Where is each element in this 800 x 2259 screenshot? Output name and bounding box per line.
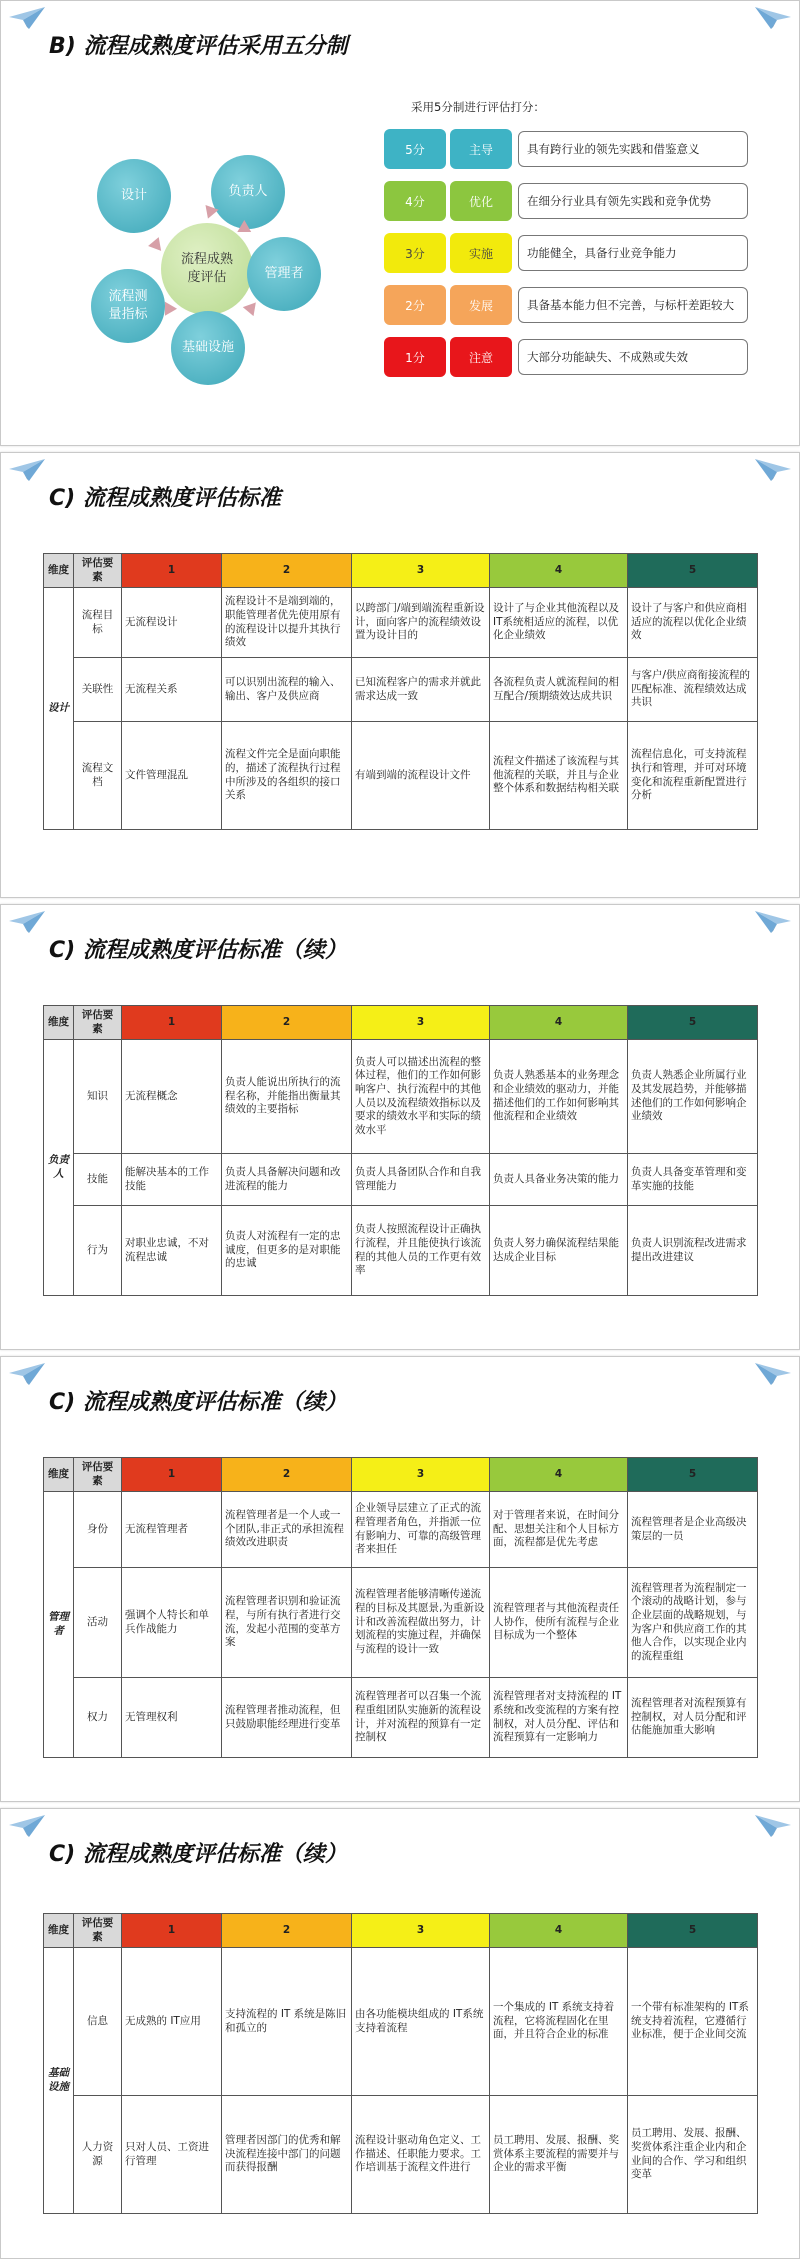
- header-dimension: 维度: [44, 554, 74, 588]
- level-cell: 文件管理混乱: [122, 722, 222, 830]
- header-level-2: 2: [222, 1914, 352, 1948]
- level-cell: 负责人具备解决问题和改进流程的能力: [222, 1154, 352, 1206]
- header-level-5: 5: [628, 1914, 758, 1948]
- score-description: 具备基本能力但不完善，与标杆差距较大: [518, 287, 748, 323]
- table-row: [44, 1492, 758, 1568]
- level-cell: 负责人努力确保流程结果能达成企业目标: [490, 1206, 628, 1296]
- level-cell: 对于管理者来说，在时间分配、思想关注和个人目标方面，流程都是优先考虑: [490, 1492, 628, 1568]
- table-row: [44, 1154, 758, 1206]
- paper-plane-icon: [755, 7, 791, 29]
- table-row: [44, 1948, 758, 2096]
- level-cell: 只对人员、工资进行管理: [122, 2096, 222, 2214]
- level-cell: 负责人对流程有一定的忠诚度，但更多的是对职能的忠诚: [222, 1206, 352, 1296]
- paper-plane-icon: [755, 1815, 791, 1837]
- level-cell: 负责人具备团队合作和自我管理能力: [352, 1154, 490, 1206]
- level-cell: 强调个人特长和单兵作战能力: [122, 1568, 222, 1678]
- element-cell: 人力资源: [74, 2096, 122, 2214]
- score-description: 具有跨行业的领先实践和借鉴意义: [518, 131, 748, 167]
- header-level-4: 4: [490, 554, 628, 588]
- slide-title: C) 流程成熟度评估标准（续）: [49, 1390, 347, 1415]
- level-cell: 流程管理者是一个人或一个团队,非正式的承担流程绩效改进职责: [222, 1492, 352, 1568]
- level-cell: 流程设计驱动角色定义、工作描述、任职能力要求。工作培训基于流程文件进行: [352, 2096, 490, 2214]
- table-header-row: [44, 554, 758, 588]
- level-cell: 流程设计不是端到端的，职能管理者优先使用原有的流程设计以提升其执行绩效: [222, 588, 352, 658]
- level-cell: 流程管理者是企业高级决策层的一员: [628, 1492, 758, 1568]
- score-description: 大部分功能缺失、不成熟或失效: [518, 339, 748, 375]
- slide-design-criteria: [0, 452, 800, 898]
- header-level-2: 2: [222, 554, 352, 588]
- header-level-4: 4: [490, 1006, 628, 1040]
- level-cell: 流程管理者为流程制定一个滚动的战略计划，参与企业层面的战略规划，与为客户和供应商工作的其他人合作，以实现企业内的流程重组: [628, 1568, 758, 1678]
- dimension-cell: 管理者: [44, 1492, 74, 1758]
- level-cell: 负责人熟悉基本的业务理念和企业绩效的驱动力，并能描述他们的工作如何影响其他流程和企业绩效: [490, 1040, 628, 1154]
- node-design: 设计: [97, 159, 171, 233]
- table-row: [44, 588, 758, 658]
- level-cell: 以跨部门/端到端流程重新设计，面向客户的流程绩效设置为设计目的: [352, 588, 490, 658]
- level-cell: 无流程管理者: [122, 1492, 222, 1568]
- node-owner: 负责人: [211, 155, 285, 229]
- table-header-row: [44, 1006, 758, 1040]
- score-box: 1分: [384, 337, 446, 377]
- level-cell: 无流程概念: [122, 1040, 222, 1154]
- level-cell: 企业领导层建立了正式的流程管理者角色，并指派一位有影响力、可靠的高级管理者来担任: [352, 1492, 490, 1568]
- criteria-table: [43, 1005, 758, 1296]
- level-cell: 设计了与企业其他流程以及IT系统相适应的流程，以优化企业绩效: [490, 588, 628, 658]
- level-cell: 员工聘用、发展、报酬、奖赏体系注重企业内和企业间的合作、学习和组织变革: [628, 2096, 758, 2214]
- level-cell: 流程信息化，可支持流程执行和管理，并可对环境变化和流程重新配置进行分析: [628, 722, 758, 830]
- center-node: 流程成熟度评估: [161, 223, 253, 315]
- level-cell: 能解决基本的工作技能: [122, 1154, 222, 1206]
- level-cell: 流程管理者能够清晰传递流程的目标及其愿景,为重新设计和改善流程做出努力，计划流程的实施过程，并确保与流程的设计一致: [352, 1568, 490, 1678]
- header-level-5: 5: [628, 554, 758, 588]
- header-level-2: 2: [222, 1458, 352, 1492]
- node-metrics: 流程测量指标: [91, 269, 165, 343]
- header-dimension: 维度: [44, 1914, 74, 1948]
- header-level-3: 3: [352, 1006, 490, 1040]
- table-row: [44, 2096, 758, 2214]
- table-row: [44, 1040, 758, 1154]
- criteria-table: [43, 1457, 758, 1758]
- level-box: 发展: [450, 285, 512, 325]
- paper-plane-icon: [9, 1363, 45, 1385]
- header-level-1: 1: [122, 554, 222, 588]
- header-level-5: 5: [628, 1006, 758, 1040]
- header-element: 评估要素: [74, 1006, 122, 1040]
- node-manager: 管理者: [247, 237, 321, 311]
- score-description: 功能健全，具备行业竞争能力: [518, 235, 748, 271]
- level-cell: 负责人可以描述出流程的整体过程，他们的工作如何影响客户、执行流程中的其他人员以及流程绩效指标以及要求的绩效水平和实际的绩效水平: [352, 1040, 490, 1154]
- header-dimension: 维度: [44, 1006, 74, 1040]
- slide-title: C) 流程成熟度评估标准: [49, 486, 281, 511]
- slide-title: B) 流程成熟度评估采用五分制: [49, 34, 348, 59]
- paper-plane-icon: [755, 459, 791, 481]
- header-level-3: 3: [352, 1458, 490, 1492]
- level-cell: 有端到端的流程设计文件: [352, 722, 490, 830]
- header-level-3: 3: [352, 554, 490, 588]
- level-cell: 设计了与客户和供应商相适应的流程以优化企业绩效: [628, 588, 758, 658]
- element-cell: 流程目标: [74, 588, 122, 658]
- paper-plane-icon: [9, 7, 45, 29]
- paper-plane-icon: [755, 911, 791, 933]
- header-element: 评估要素: [74, 1458, 122, 1492]
- element-cell: 技能: [74, 1154, 122, 1206]
- scale-intro: 采用5分制进行评估打分：: [411, 100, 545, 114]
- table-row: [44, 1568, 758, 1678]
- level-cell: 无管理权利: [122, 1678, 222, 1758]
- level-cell: 流程管理者推动流程，但只鼓励职能经理进行变革: [222, 1678, 352, 1758]
- level-cell: 流程文件完全是面向职能的，描述了流程执行过程中所涉及的各组织的接口关系: [222, 722, 352, 830]
- header-level-4: 4: [490, 1914, 628, 1948]
- header-level-1: 1: [122, 1458, 222, 1492]
- level-cell: 支持流程的 IT 系统是陈旧和孤立的: [222, 1948, 352, 2096]
- header-dimension: 维度: [44, 1458, 74, 1492]
- level-cell: 负责人能说出所执行的流程名称，并能指出衡量其绩效的主要指标: [222, 1040, 352, 1154]
- table-row: [44, 722, 758, 830]
- level-cell: 流程管理者与其他流程责任人协作，使所有流程与企业目标成为一个整体: [490, 1568, 628, 1678]
- level-cell: 与客户/供应商衔接流程的 匹配标准、流程绩效达成 共识: [628, 658, 758, 722]
- slide-manager-criteria: [0, 1356, 800, 1802]
- level-cell: 管理者因部门的优秀和解决流程连接中部门的问题而获得报酬: [222, 2096, 352, 2214]
- header-level-1: 1: [122, 1914, 222, 1948]
- element-cell: 知识: [74, 1040, 122, 1154]
- level-box: 优化: [450, 181, 512, 221]
- table-header-row: [44, 1458, 758, 1492]
- paper-plane-icon: [755, 1363, 791, 1385]
- level-box: 注意: [450, 337, 512, 377]
- slide-infrastructure-criteria: [0, 1808, 800, 2259]
- element-cell: 权力: [74, 1678, 122, 1758]
- level-cell: 负责人具备业务决策的能力: [490, 1154, 628, 1206]
- header-level-3: 3: [352, 1914, 490, 1948]
- header-level-5: 5: [628, 1458, 758, 1492]
- level-cell: 流程管理者对流程预算有控制权，对人员分配和评估能施加重大影响: [628, 1678, 758, 1758]
- level-cell: 流程管理者对支持流程的 IT系统和改变流程的方案有控制权，对人员分配、评估和流程预算有一定影响力: [490, 1678, 628, 1758]
- level-cell: 负责人识别流程改进需求提出改进建议: [628, 1206, 758, 1296]
- dimension-cell: 基础设施: [44, 1948, 74, 2214]
- paper-plane-icon: [9, 911, 45, 933]
- paper-plane-icon: [9, 1815, 45, 1837]
- element-cell: 活动: [74, 1568, 122, 1678]
- paper-plane-icon: [9, 459, 45, 481]
- criteria-table: [43, 553, 758, 830]
- level-cell: 可以识别出流程的输入、输出、客户及供应商: [222, 658, 352, 722]
- level-cell: 无流程关系: [122, 658, 222, 722]
- dimension-cell: 设计: [44, 588, 74, 830]
- table-header-row: [44, 1914, 758, 1948]
- header-level-4: 4: [490, 1458, 628, 1492]
- level-box: 主导: [450, 129, 512, 169]
- header-level-1: 1: [122, 1006, 222, 1040]
- slide-scoring-scale: [0, 0, 800, 446]
- score-box: 3分: [384, 233, 446, 273]
- level-cell: 流程管理者识别和验证流程，与所有执行者进行交流，发起小范围的变革方案: [222, 1568, 352, 1678]
- score-box: 5分: [384, 129, 446, 169]
- level-cell: 各流程负责人就流程间的相互配合/预期绩效达成共识: [490, 658, 628, 722]
- level-cell: 对职业忠诚，不对流程忠诚: [122, 1206, 222, 1296]
- score-box: 4分: [384, 181, 446, 221]
- slide-title: C) 流程成熟度评估标准（续）: [49, 938, 347, 963]
- level-cell: 负责人按照流程设计正确执行流程，并且能使执行该流程的其他人员的工作更有效率: [352, 1206, 490, 1296]
- score-box: 2分: [384, 285, 446, 325]
- level-cell: 一个带有标准架构的 IT系统支持着流程，它遵循行业标准，便于企业间交流: [628, 1948, 758, 2096]
- slide-owner-criteria: [0, 904, 800, 1350]
- level-cell: 员工聘用、发展、报酬、奖赏体系主要流程的需要并与企业的需求平衡: [490, 2096, 628, 2214]
- element-cell: 身份: [74, 1492, 122, 1568]
- level-cell: 一个集成的 IT 系统支持着流程，它将流程固化在里面，并且符合企业的标准: [490, 1948, 628, 2096]
- element-cell: 行为: [74, 1206, 122, 1296]
- element-cell: 关联性: [74, 658, 122, 722]
- dimension-cell: 负责人: [44, 1040, 74, 1296]
- header-level-2: 2: [222, 1006, 352, 1040]
- level-cell: 流程文件描述了该流程与其他流程的关联，并且与企业整个体系和数据结构相关联: [490, 722, 628, 830]
- header-element: 评估要素: [74, 1914, 122, 1948]
- level-cell: 无流程设计: [122, 588, 222, 658]
- element-cell: 信息: [74, 1948, 122, 2096]
- level-cell: 无成熟的 IT应用: [122, 1948, 222, 2096]
- node-infrastructure: 基础设施: [171, 311, 245, 385]
- level-cell: 负责人具备变革管理和变革实施的技能: [628, 1154, 758, 1206]
- slide-title: C) 流程成熟度评估标准（续）: [49, 1842, 347, 1867]
- table-row: [44, 1206, 758, 1296]
- header-element: 评估要素: [74, 554, 122, 588]
- level-cell: 已知流程客户的需求并就此需求达成一致: [352, 658, 490, 722]
- cycle-arrow: [147, 237, 161, 253]
- element-cell: 流程文档: [74, 722, 122, 830]
- level-box: 实施: [450, 233, 512, 273]
- level-cell: 由各功能模块组成的 IT系统支持着流程: [352, 1948, 490, 2096]
- score-description: 在细分行业具有领先实践和竞争优势: [518, 183, 748, 219]
- table-row: [44, 1678, 758, 1758]
- level-cell: 负责人熟悉企业所属行业及其发展趋势，并能够描述他们的工作如何影响企业绩效: [628, 1040, 758, 1154]
- level-cell: 流程管理者可以召集一个流程重组团队实施新的流程设计，并对流程的预算有一定控制权: [352, 1678, 490, 1758]
- maturity-diagram: [91, 151, 341, 391]
- criteria-table: [43, 1913, 758, 2214]
- table-row: [44, 658, 758, 722]
